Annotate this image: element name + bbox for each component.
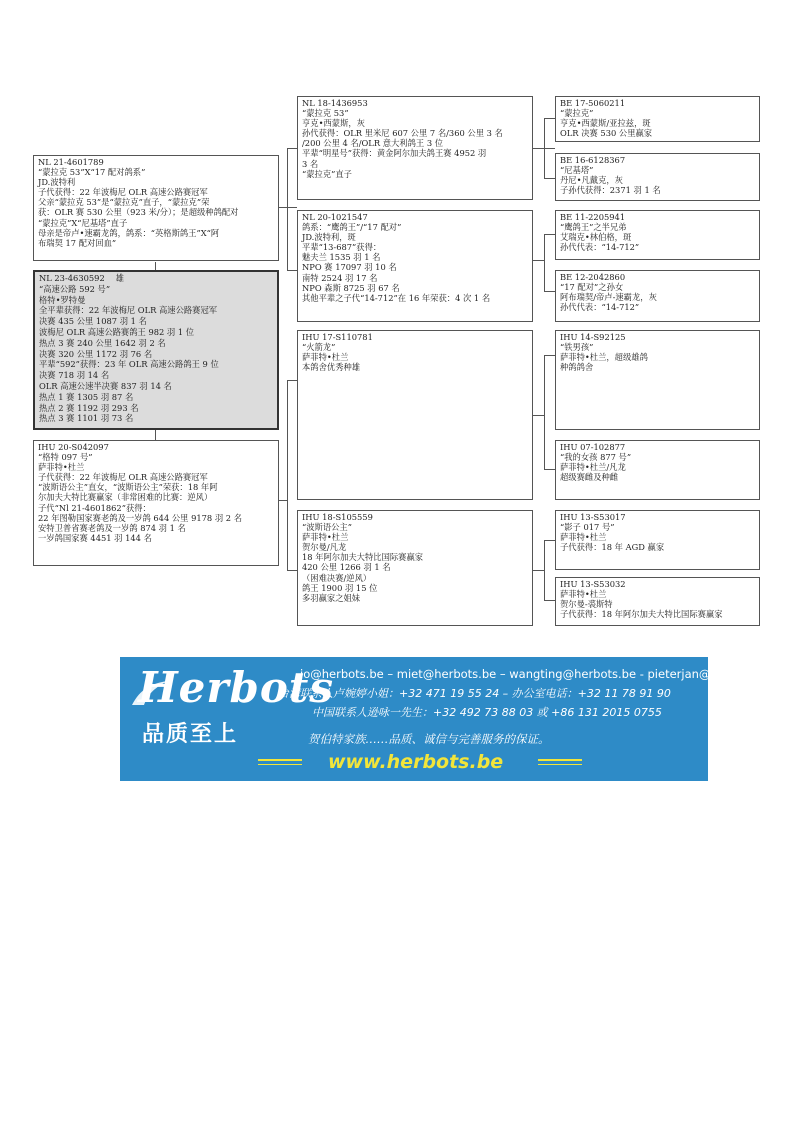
- connector-line: [287, 270, 297, 271]
- sire-dam-card: [297, 210, 533, 322]
- pedigree-line: 萨菲特•杜兰: [302, 352, 349, 363]
- pedigree-line: 萨菲特•杜兰/凡龙: [560, 462, 626, 473]
- ring-number: BE 11-2205941: [560, 212, 626, 222]
- connector-line: [544, 118, 545, 178]
- pedigree-line: 安特卫普省赛老鸽及一岁鸽 874 羽 1 名: [38, 522, 186, 533]
- ring-number: BE 16-6128367: [560, 155, 626, 165]
- pedigree-line: 22 年图勒国家赛老鸽及一岁鸽 644 公里 9178 羽 2 名: [38, 512, 243, 523]
- ring-number: NL 20-1021547: [302, 212, 368, 222]
- pedigree-line: 子孙代获得：2371 羽 1 名: [560, 185, 661, 196]
- pedigree-line: “高速公路 592 号”: [39, 283, 111, 294]
- sire-sire-card: [297, 96, 533, 200]
- pedigree-line: 孙代代表：“14-712”: [560, 302, 640, 313]
- pedigree-line: “蒙拉克 53”: [302, 108, 349, 119]
- pedigree-line: /200 公里 4 名/OLR 意大利鸽王 3 位: [302, 138, 444, 149]
- pedigree-line: 多羽赢家之姐妹: [302, 592, 361, 603]
- connector-line: [544, 291, 555, 292]
- decorative-line: [538, 764, 582, 765]
- pedigree-line: 全平辈获得：22 年波梅尼 OLR 高速公路赛冠军: [39, 305, 218, 316]
- pedigree-line: 子代“Nl 21-4601862”获得：: [38, 502, 151, 513]
- connector-line: [533, 570, 544, 571]
- pedigree-line: “鹰鸽王”之半兄弟: [560, 222, 627, 233]
- pedigree-line: 亨克•西蒙斯/亚拉兹，斑: [560, 118, 651, 129]
- ring-number: IHU 13-S53017: [560, 512, 626, 522]
- pedigree-line: 尔加夫大特比赛赢家（非常困难的比赛：逆风）: [38, 492, 213, 503]
- pedigree-line: OLR 高速公速半决赛 837 羽 14 名: [39, 380, 172, 391]
- connector-line: [287, 570, 297, 571]
- ring-number: IHU 17-S110781: [302, 332, 373, 342]
- pedigree-line: 萨菲特•杜兰，超级雄鸽: [560, 352, 648, 363]
- pedigree-line: 平辈“13-687”获得：: [302, 242, 382, 253]
- pedigree-line: 魅夫兰 1535 羽 1 名: [302, 252, 381, 263]
- pedigree-line: 决赛 320 公里 1172 羽 76 名: [39, 348, 153, 359]
- pedigree-line: 孙代获得：OLR 里米尼 607 公里 7 名/360 公里 3 名: [302, 128, 503, 139]
- pedigree-line: “尼基塔”: [560, 165, 594, 176]
- taiwan-contact: 台湾联系人卢婉婷小姐：+32 471 19 55 24 – 办公室电话：+32 11 78 91 90: [278, 687, 671, 700]
- pedigree-line: 孙代代表：“14-712”: [560, 242, 640, 253]
- connector-line: [544, 540, 555, 541]
- connector-line: [544, 234, 555, 235]
- pedigree-line: “蒙拉克”直子: [302, 168, 352, 179]
- slogan: 品质至上: [142, 722, 239, 747]
- pedigree-line: “格特 097 号”: [38, 452, 93, 463]
- pedigree-line: 格特•罗特曼: [39, 294, 86, 305]
- pedigree-line: 萨菲特•杜兰: [560, 532, 607, 543]
- pedigree-line: OLR 决赛 530 公里赢家: [560, 128, 653, 139]
- pedigree-line: 亨克•西蒙斯，灰: [302, 118, 365, 129]
- dam-dam-sire-card: [555, 510, 760, 570]
- decorative-line: [538, 759, 582, 761]
- connector-line: [287, 380, 297, 381]
- connector-line: [544, 600, 555, 601]
- website-link[interactable]: www.herbots.be: [328, 751, 504, 773]
- herbots-logo: Herbots: [138, 663, 334, 712]
- pedigree-line: 热点 3 赛 1101 羽 73 名: [39, 413, 134, 424]
- ring-number: IHU 14-S92125: [560, 332, 626, 342]
- pedigree-line: 其他平辈之子代“14-712”在 16 年荣获：4 次 1 名: [302, 292, 491, 303]
- pedigree-line: 3 名: [302, 158, 319, 169]
- pedigree-line: NPO 森斯 8725 羽 67 名: [302, 282, 400, 293]
- pedigree-line: “蒙拉克”X“尼基塔”直子: [38, 217, 128, 228]
- ring-number: IHU 13-S53032: [560, 579, 626, 589]
- pedigree-line: 平辈“明星号”获得：黄金阿尔加夫鸽王赛 4952 羽: [302, 148, 487, 159]
- sire-sire-sire-card: [555, 96, 760, 142]
- pedigree-line: “影子 017 号”: [560, 522, 615, 533]
- connector-line: [544, 178, 555, 179]
- connector-line: [287, 148, 288, 270]
- pedigree-line: 父亲“蒙拉克 53”是“蒙拉克”直子，“蒙拉克”荣: [38, 197, 210, 208]
- pedigree-line: “铁男孩”: [560, 342, 594, 353]
- pedigree-line: 布瑞契 17 配对回血”: [38, 237, 117, 248]
- dam-sire-sire-card: [555, 330, 760, 430]
- connector-line: [544, 355, 555, 356]
- ring-number: NL 23-4630592 雄: [39, 273, 124, 283]
- pedigree-line: “蒙拉克”: [560, 108, 594, 119]
- pedigree-line: 母亲是帝卢•速霸龙鸽，鸽系：“英格斯鸽王”X“阿: [38, 227, 220, 238]
- pedigree-line: JD.波特利，斑: [302, 232, 356, 243]
- pedigree-line: “波斯语公主”直女，“波斯语公主”荣获：18 年阿: [38, 482, 218, 493]
- sire-dam-dam-card: [555, 270, 760, 322]
- pedigree-line: “我的女孩 877 号”: [560, 452, 632, 463]
- decorative-line: [258, 764, 302, 765]
- pedigree-line: 贺尔曼-裘斯特: [560, 599, 613, 610]
- ring-number: IHU 07-102877: [560, 442, 626, 452]
- china-contact: 中国联系人逊咏一先生：+32 492 73 88 03 或 +86 131 2015 0755: [312, 706, 662, 719]
- pedigree-line: 萨菲特•杜兰: [302, 532, 349, 543]
- pedigree-line: “17 配对”之孙女: [560, 282, 624, 293]
- connector-line: [544, 118, 555, 119]
- pedigree-line: 决赛 435 公里 1087 羽 1 名: [39, 316, 147, 327]
- pedigree-line: 鸽系：“鹰鸽王”/“17 配对”: [302, 222, 402, 233]
- pedigree-line: 萨菲特•杜兰: [560, 589, 607, 600]
- connector-line: [544, 540, 545, 600]
- connector-line: [279, 500, 287, 501]
- main-pigeon-card: [33, 270, 279, 430]
- pedigree-line: 艾瑞克•林伯格，斑: [560, 232, 632, 243]
- pedigree-line: 超级赛雌及种雌: [560, 472, 619, 483]
- sire-sire-dam-card: [555, 153, 760, 201]
- pedigree-line: 18 年阿尔加夫大特比国际赛赢家: [302, 552, 424, 563]
- decorative-line: [258, 759, 302, 761]
- pedigree-line: 阿布瑞契/帝卢-速霸龙，灰: [560, 292, 657, 303]
- pedigree-line: 获：OLR 赛 530 公里（923 米/分）；是超级种鸽配对: [38, 207, 239, 218]
- pedigree-line: “蒙拉克 53”X“17 配对鸽系”: [38, 167, 146, 178]
- pedigree-line: 萨菲特•杜兰: [38, 462, 85, 473]
- ring-number: BE 17-5060211: [560, 98, 626, 108]
- pedigree-line: 鸽王 1900 羽 15 位: [302, 582, 378, 593]
- pedigree-line: 决赛 718 羽 14 名: [39, 370, 110, 381]
- connector-line: [533, 260, 544, 261]
- pedigree-line: 丹尼•凡戴克，灰: [560, 175, 623, 186]
- connector-line: [287, 148, 297, 149]
- pedigree-line: “火箭龙”: [302, 342, 336, 353]
- pedigree-line: 种鸽鸽舍: [560, 362, 594, 373]
- pedigree-line: 热点 3 赛 240 公里 1642 羽 2 名: [39, 337, 166, 348]
- ring-number: NL 21-4601789: [38, 157, 104, 167]
- pedigree-line: （困难决赛/逆风）: [302, 572, 372, 583]
- dam-card: [33, 440, 279, 566]
- pedigree-line: 热点 1 赛 1305 羽 87 名: [39, 391, 134, 402]
- pedigree-line: 南特 2524 羽 17 名: [302, 272, 378, 283]
- pedigree-line: “波斯语公主”: [302, 522, 352, 533]
- pedigree-line: 平辈“592”获得：23 年 OLR 高速公路鸽王 9 位: [39, 359, 219, 370]
- pedigree-line: 子代获得：18 年 AGD 赢家: [560, 542, 665, 553]
- pedigree-line: 子代获得：22 年波梅尼 OLR 高速公路赛冠军: [38, 187, 208, 198]
- pedigree-line: NPO 赛 17097 羽 10 名: [302, 262, 397, 273]
- sire-card: [33, 155, 279, 261]
- ring-number: IHU 20-S042097: [38, 442, 109, 452]
- connector-line: [544, 469, 555, 470]
- pedigree-line: 热点 2 赛 1192 羽 293 名: [39, 402, 139, 413]
- quality-statement: 贺伯特家族……品质、诚信与完善服务的保证。: [308, 732, 550, 746]
- connector-line: [544, 234, 545, 291]
- pedigree-line: 本鸽舍优秀种雄: [302, 362, 361, 373]
- email-contacts[interactable]: jo@herbots.be – miet@herbots.be – wangting@herbots.be - pieterjan@herbots.be: [300, 667, 773, 681]
- connector-line: [544, 355, 545, 469]
- dam-sire-dam-card: [555, 440, 760, 500]
- ring-number: BE 12-2042860: [560, 272, 626, 282]
- dam-dam-dam-card: [555, 577, 760, 626]
- connector-line: [533, 415, 544, 416]
- pedigree-line: 波梅尼 OLR 高速公路赛鸽王 982 羽 1 位: [39, 326, 195, 337]
- pedigree-line: 子代获得：22 年波梅尼 OLR 高速公路赛冠军: [38, 472, 208, 483]
- ring-number: NL 18-1436953: [302, 98, 368, 108]
- pedigree-line: JD.波特利: [38, 177, 76, 188]
- pedigree-line: 贺尔曼/凡龙: [302, 542, 347, 553]
- pedigree-line: 一岁鸽国家赛 4451 羽 144 名: [38, 532, 152, 543]
- dam-sire-card: [297, 330, 533, 500]
- pedigree-line: 子代获得：18 年阿尔加夫大特比国际赛赢家: [560, 609, 723, 620]
- connector-line: [287, 380, 288, 570]
- connector-line: [279, 207, 297, 208]
- ring-number: IHU 18-S105559: [302, 512, 373, 522]
- dam-dam-card: [297, 510, 533, 626]
- herbots-banner: [120, 657, 773, 781]
- pedigree-line: 420 公里 1266 羽 1 名: [302, 562, 391, 573]
- sire-dam-sire-card: [555, 210, 760, 260]
